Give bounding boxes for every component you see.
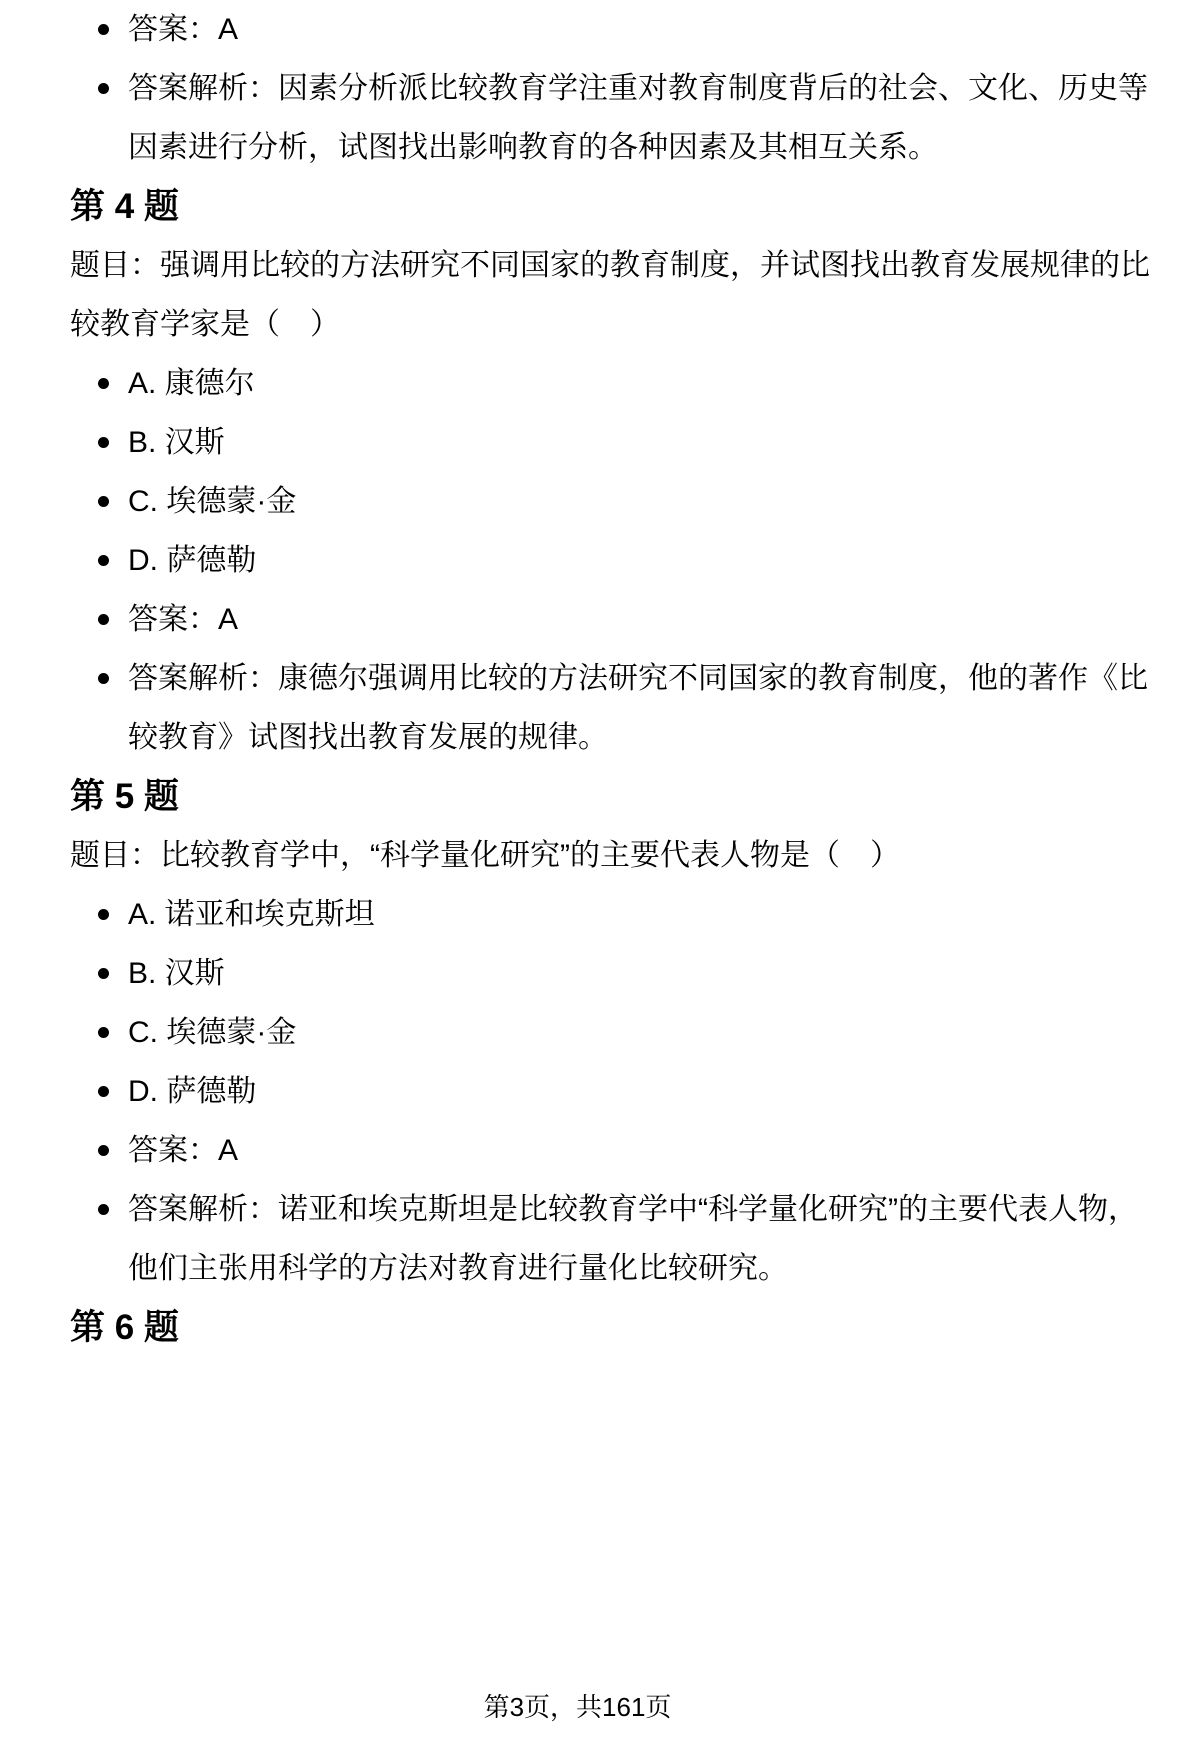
option-item-b: B. 汉斯 [128,944,1155,1003]
option-item-c: C. 埃德蒙·金 [128,472,1155,531]
explanation-item: 答案解析：诺亚和埃克斯坦是比较教育学中“科学量化研究”的主要代表人物，他们主张用科学的方法对教育进行量化比较研究。 [128,1180,1155,1298]
question-5-text: 题目：比较教育学中，“科学量化研究”的主要代表人物是（ ） [70,839,900,872]
explanation-item: 答案解析：因素分析派比较教育学注重对教育制度背后的社会、文化、历史等因素进行分析，试图找出影响教育的各种因素及其相互关系。 [128,59,1155,177]
answer-item: 答案：A [128,0,1155,59]
answer-item: 答案：A [128,590,1155,649]
option-item-a: A. 诺亚和埃克斯坦 [128,885,1155,944]
option-item-d: D. 萨德勒 [128,531,1155,590]
question-4-title: 第 4 题 [70,187,179,226]
question-5-title: 第 5 题 [70,777,179,816]
option-item-b: B. 汉斯 [128,413,1155,472]
answer-item: 答案：A [128,1121,1155,1180]
explanation-item: 答案解析：康德尔强调用比较的方法研究不同国家的教育制度，他的著作《比较教育》试图找出教育发展的规律。 [128,649,1155,767]
option-item-d: D. 萨德勒 [128,1062,1155,1121]
option-item-c: C. 埃德蒙·金 [128,1003,1155,1062]
question-4-option-list [70,354,1155,767]
question-4-text: 题目：强调用比较的方法研究不同国家的教育制度，并试图找出教育发展规律的比较教育学家是（ ） [70,249,1150,341]
option-item-a: A. 康德尔 [128,354,1155,413]
question-3-answer-list [70,0,1155,177]
question-5-option-list [70,885,1155,1298]
question-6-title: 第 6 题 [70,1308,179,1347]
page-footer: 第3页，共161页 [483,1692,672,1722]
